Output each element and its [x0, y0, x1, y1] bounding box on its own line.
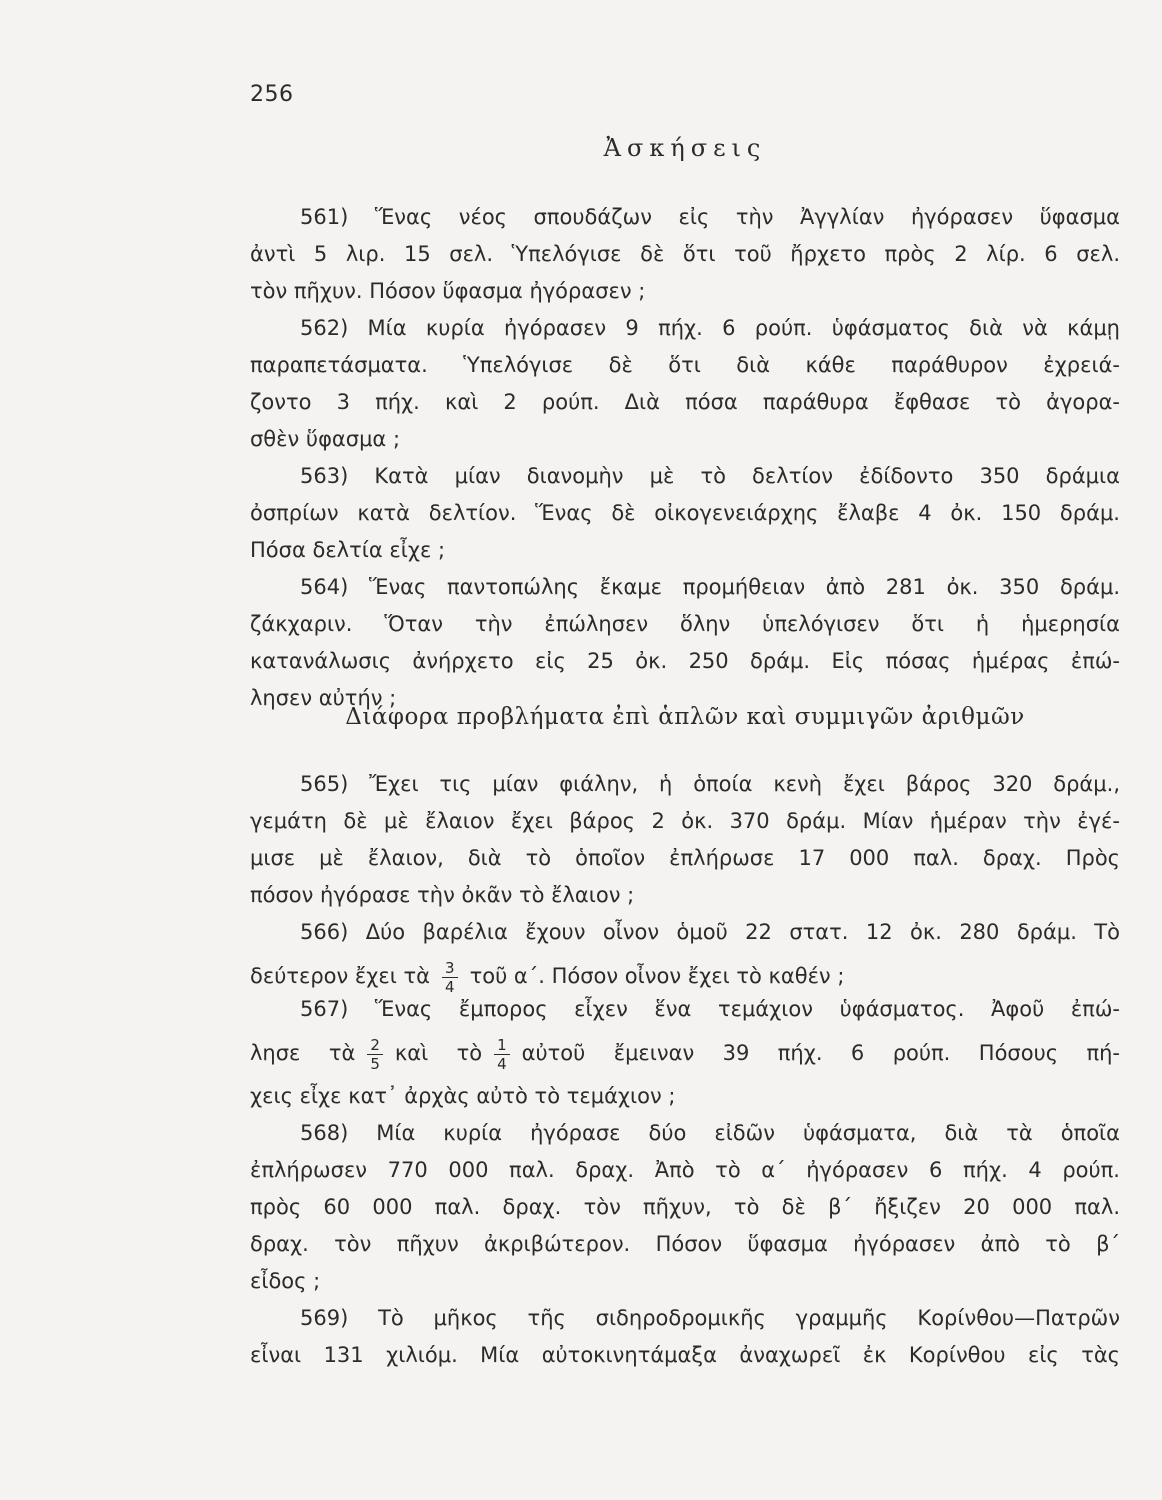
fraction-denominator: 4: [497, 1054, 507, 1073]
exercise-568-line-5: εἶδος ;: [250, 1269, 321, 1293]
exercise-567-text-a: λησε τὰ: [250, 1041, 356, 1065]
exercise-565-line-2: γεμάτη δὲ μὲ ἔλαιον ἔχει βάρος 2 ὀκ. 370 δράμ. Μίαν ἡμέραν τὴν ἐγέ-: [250, 809, 1120, 833]
exercise-567-line-1: 567) Ἕνας ἔμπορος εἶχεν ἕνα τεμάχιον ὑφάσματος. Ἀφοῦ ἐπώ-: [300, 997, 1120, 1021]
exercise-562-line-1: 562) Μία κυρία ἠγόρασεν 9 πήχ. 6 ρούπ. ὑφάσματος διὰ νὰ κάμῃ: [300, 316, 1120, 340]
exercise-565-line-3: μισε μὲ ἔλαιον, διὰ τὸ ὁποῖον ἐπλήρωσε 17 000 παλ. δραχ. Πρὸς: [250, 846, 1120, 870]
exercise-561-line-3: τὸν πῆχυν. Πόσον ὕφασμα ἠγόρασεν ;: [250, 279, 646, 303]
exercise-561-line-1: 561) Ἕνας νέος σπουδάζων εἰς τὴν Ἀγγλίαν ἠγόρασεν ὕφασμα: [300, 205, 1120, 229]
page-heading: Ἀσκήσεις: [603, 134, 767, 162]
exercise-569-line-1: 569) Τὸ μῆκος τῆς σιδηροδρομικῆς γραμμῆς Κορίνθου—Πατρῶν: [300, 1306, 1120, 1330]
exercise-568-line-1: 568) Μία κυρία ἠγόρασε δύο εἰδῶν ὑφάσματα, διὰ τὰ ὁποῖα: [300, 1121, 1120, 1145]
exercise-567-line-3: χεις εἶχε κατ᾽ ἀρχὰς αὐτὸ τὸ τεμάχιον ;: [250, 1084, 676, 1108]
exercise-566-text-b: τοῦ α΄. Πόσον οἶνον ἔχει τὸ καθέν ;: [469, 964, 845, 988]
exercise-568-line-2: ἐπλήρωσεν 770 000 παλ. δραχ. Ἀπὸ τὸ α΄ ἠγόρασεν 6 πήχ. 4 ρούπ.: [250, 1158, 1120, 1182]
exercise-563-line-2: ὀσπρίων κατὰ δελτίον. Ἕνας δὲ οἰκογενειάρχης ἔλαβε 4 ὀκ. 150 δράμ.: [250, 501, 1120, 525]
exercise-566-line-1: 566) Δύο βαρέλια ἔχουν οἶνον ὁμοῦ 22 στατ. 12 ὀκ. 280 δράμ. Τὸ: [300, 920, 1120, 944]
exercise-568-line-4: δραχ. τὸν πῆχυν ἀκριβώτερον. Πόσον ὕφασμα ἠγόρασεν ἀπὸ τὸ β΄: [250, 1232, 1120, 1256]
fraction-denominator: 4: [445, 977, 455, 996]
fraction-one-quarter: [492, 1036, 512, 1073]
exercise-561-line-2: ἀντὶ 5 λιρ. 15 σελ. Ὑπελόγισε δὲ ὅτι τοῦ ἤρχετο πρὸς 2 λίρ. 6 σελ.: [250, 242, 1120, 266]
fraction-numerator: 2: [367, 1036, 383, 1055]
fraction-two-fifths: [365, 1036, 385, 1073]
exercise-564-line-1: 564) Ἕνας παντοπώλης ἔκαμε προμήθειαν ἀπὸ 281 ὀκ. 350 δράμ.: [300, 575, 1120, 599]
exercise-565-line-4: πόσον ἠγόρασε τὴν ὀκᾶν τὸ ἔλαιον ;: [250, 883, 635, 907]
fraction-numerator: 1: [494, 1036, 510, 1055]
exercise-568-line-3: πρὸς 60 000 παλ. δραχ. τὸν πῆχυν, τὸ δὲ β΄ ἤξιζεν 20 000 παλ.: [250, 1195, 1120, 1219]
exercise-567-text-c: αὐτοῦ ἔμειναν 39 πήχ. 6 ρούπ. Πόσους πή-: [521, 1041, 1120, 1065]
exercise-562-line-3: ζοντο 3 πήχ. καὶ 2 ρούπ. Διὰ πόσα παράθυρα ἔφθασε τὸ ἀγορα-: [250, 390, 1120, 414]
exercise-group-2: [250, 766, 1120, 1001]
fraction-denominator: 5: [370, 1054, 380, 1073]
exercise-563-line-1: 563) Κατὰ μίαν διανομὴν μὲ τὸ δελτίον ἐδίδοντο 350 δράμια: [300, 464, 1120, 488]
exercise-567-line-2: [250, 1028, 1120, 1078]
exercise-564-line-2: ζάκχαριν. Ὅταν τὴν ἐπώλησεν ὅλην ὑπελόγισεν ὅτι ἡ ἡμερησία: [250, 612, 1120, 636]
page-number: 256: [250, 82, 294, 107]
section-subheading: Διάφορα προβλήματα ἐπὶ ἁπλῶν καὶ συμμιγῶν ἀριθμῶν: [345, 704, 1025, 730]
fraction-three-quarters: [440, 959, 460, 996]
exercise-562-line-4: σθὲν ὕφασμα ;: [250, 427, 401, 451]
exercise-562-line-2: παραπετάσματα. Ὑπελόγισε δὲ ὅτι διὰ κάθε παράθυρον ἐχρειά-: [250, 353, 1120, 377]
exercise-group-3: [250, 991, 1120, 1374]
exercise-563-line-3: Πόσα δελτία εἶχε ;: [250, 538, 446, 562]
exercise-564-line-3: κατανάλωσις ἀνήρχετο εἰς 25 ὀκ. 250 δράμ. Εἰς πόσας ἡμέρας ἐπώ-: [250, 649, 1120, 673]
exercise-569-line-2: εἶναι 131 χιλιόμ. Μία αὐτοκινητάμαξα ἀναχωρεῖ ἐκ Κορίνθου εἰς τὰς: [250, 1343, 1120, 1367]
fraction-numerator: 3: [442, 959, 458, 978]
exercise-group-1: [250, 199, 1120, 717]
exercise-566-text-a: δεύτερον ἔχει τὰ: [250, 964, 431, 988]
exercise-567-text-b: καὶ τὸ: [394, 1041, 483, 1065]
exercise-565-line-1: 565) Ἔχει τις μίαν φιάλην, ἡ ὁποία κενὴ ἔχει βάρος 320 δράμ.,: [300, 772, 1120, 796]
exercise-564-line-4: λησεν αὐτήν ;: [250, 686, 397, 710]
